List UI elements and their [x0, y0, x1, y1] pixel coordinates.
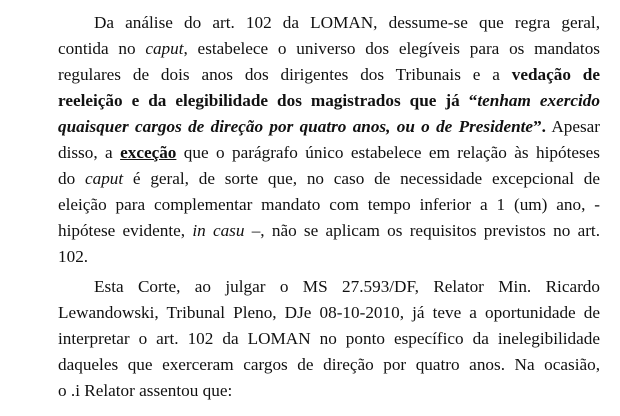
text-line	[58, 62, 600, 88]
bold-text: vedação de	[511, 65, 600, 84]
italic-term: caput	[84, 169, 124, 188]
text-line: 102.	[58, 247, 89, 266]
bold-italic-quote: quaisquer cargos de direção por quatro anos, ou o de Presidente	[58, 117, 534, 136]
text-run: é geral, de sorte que, no caso de necessidade excepcional de	[123, 169, 601, 188]
italic-term: caput	[145, 39, 184, 58]
document-body	[58, 10, 600, 408]
text-run: contida no	[58, 39, 146, 58]
text-line	[58, 36, 600, 62]
text-run: que o parágrafo único estabelece em relação às hipóteses	[176, 143, 600, 162]
paragraph-1	[58, 10, 600, 270]
bold-text: reeleição e da elegibilidade dos magistrados que já “	[58, 91, 478, 110]
text-line: Da análise do art. 102 da LOMAN, dessume-se que regra geral,	[94, 13, 600, 32]
italic-term: in casu	[192, 221, 245, 240]
text-run: regulares de dois anos dos dirigentes dos Tribunais e a	[58, 65, 512, 84]
text-run: do	[58, 169, 85, 188]
text-line: interpretar o art. 102 da LOMAN no ponto específico da inelegibilidade	[58, 329, 600, 348]
text-line: Esta Corte, ao julgar o MS 27.593/DF, Relator Min. Ricardo	[94, 277, 600, 296]
text-run: hipótese evidente,	[58, 221, 193, 240]
text-line	[58, 218, 600, 244]
text-line	[58, 140, 600, 166]
text-line	[58, 114, 600, 140]
paragraph-2	[58, 274, 600, 404]
text-line	[58, 88, 600, 114]
text-line: o .i Relator assentou que:	[58, 381, 233, 400]
text-line: Lewandowski, Tribunal Pleno, DJe 08-10-2010, já teve a oportunidade de	[58, 303, 600, 322]
text-run: , estabelece o universo dos elegíveis para os mandatos	[183, 39, 600, 58]
text-run: Apesar	[545, 117, 600, 136]
text-line: daqueles que exerceram cargos de direção por quatro anos. Na ocasião,	[58, 355, 600, 374]
text-run: disso, a	[58, 143, 121, 162]
bold-text: ”.	[533, 117, 546, 136]
underlined-term: exceção	[120, 143, 177, 162]
bold-italic-quote: tenham exercido	[477, 91, 600, 110]
text-line: eleição para complementar mandato com tempo inferior a 1 (um) ano, -	[58, 195, 600, 214]
text-line	[58, 166, 600, 192]
text-run: –, não se aplicam os requisitos previstos no art.	[244, 221, 601, 240]
